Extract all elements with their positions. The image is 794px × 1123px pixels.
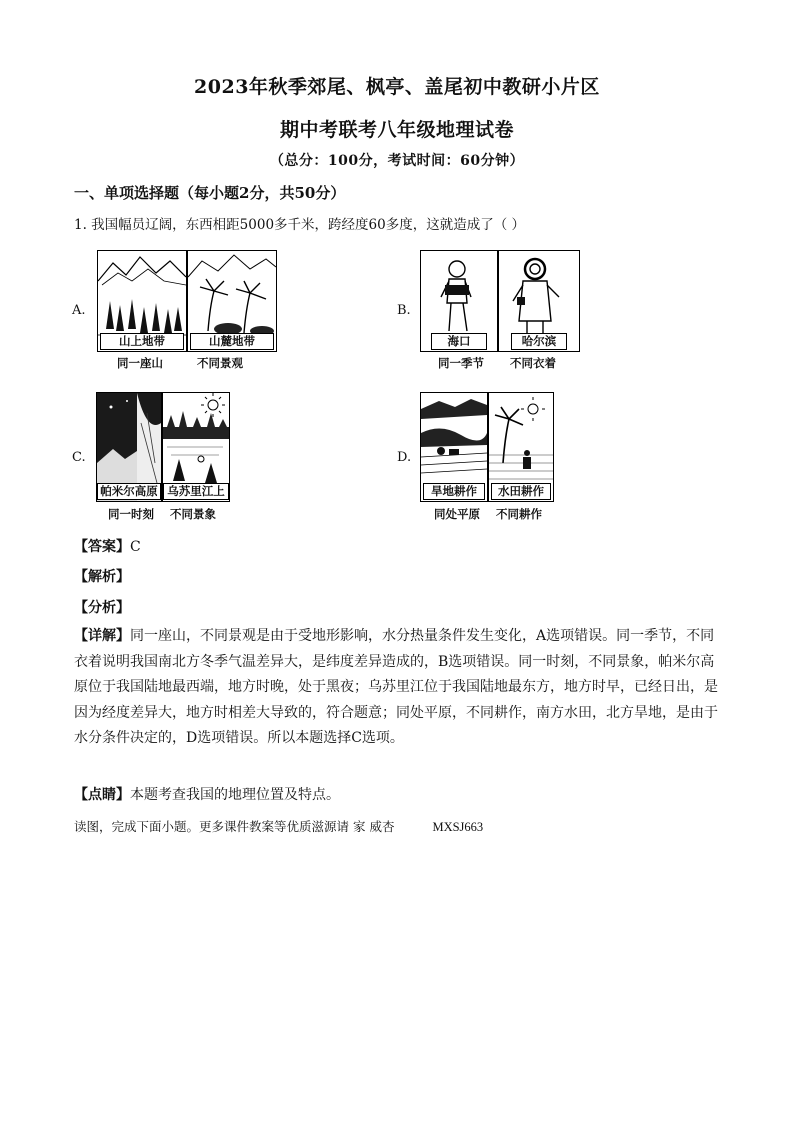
detail-paragraph — [74, 624, 722, 752]
option-a-label: A. — [72, 303, 86, 318]
answer-value: C — [130, 539, 141, 555]
option-c-right-caption: 乌苏里江上 — [163, 483, 229, 500]
detail-text: 同一座山，不同景观是由于受地形影响，水分热量条件发生变化，A选项错误。同一季节，不同衣着说明我国南北方冬季气温差异大，是纬度差异造成的，B选项错误。同一时刻，不同景象，帕米尔高原位于我国陆地最西端，地方时晚，处于黑夜；乌苏里江位于我国陆地最东方，地方时早，已经日出，是因为经度差异大，地方时相差大导致的，符合题意；同处平原，不同耕作，南方水田，北方旱地，是由于水分条件决定的，D选项错误。所以本题选择C选项。 — [74, 628, 718, 746]
option-c-figure — [96, 392, 230, 520]
footer-code: MXSJ663 — [432, 820, 484, 834]
option-c-sub-right: 不同景象 — [170, 507, 216, 521]
option-c-label: C. — [72, 450, 86, 465]
answer-line — [74, 536, 141, 556]
option-c-left-caption: 帕米尔高原 — [97, 483, 161, 500]
option-b-label: B. — [397, 303, 411, 318]
option-c-sub-left: 同一时刻 — [108, 507, 154, 521]
option-c-right-panel — [162, 392, 230, 502]
option-a-sub-left: 同一座山 — [117, 356, 163, 370]
option-d-label: D. — [397, 450, 412, 465]
option-a-right-caption: 山麓地带 — [190, 333, 274, 350]
option-d-right-panel — [488, 392, 554, 502]
option-b-right-panel — [498, 250, 580, 352]
option-d-right-caption: 水田耕作 — [491, 483, 551, 500]
comment-tag: 【点睛】 — [74, 787, 130, 803]
exam-title-line2: 期中考联考八年级地理试卷 — [279, 119, 514, 141]
fenxi-tag: 【分析】 — [74, 600, 130, 616]
answer-tag: 【答案】 — [74, 539, 130, 555]
comment-text: 本题考查我国的地理位置及特点。 — [130, 787, 340, 803]
option-d-left-caption: 旱地耕作 — [423, 483, 485, 500]
option-a-left-caption: 山上地带 — [100, 333, 184, 350]
section-heading: 一、单项选择题（每小题2分，共50分） — [74, 184, 346, 202]
option-b-right-caption: 哈尔滨 — [511, 333, 567, 350]
option-a-left-panel — [97, 250, 187, 352]
option-a-right-panel — [187, 250, 277, 352]
footer-line — [74, 817, 483, 835]
option-b-left-caption: 海口 — [431, 333, 487, 350]
option-a-figure — [97, 250, 277, 372]
detail-tag: 【详解】 — [74, 628, 130, 644]
footer-text: 读图，完成下面小题。更多课件教案等优质滋源请 家 威杏 — [74, 819, 395, 834]
option-b-left-panel — [420, 250, 498, 352]
option-d-sub-right: 不同耕作 — [496, 507, 542, 521]
option-d-left-panel — [420, 392, 488, 502]
exam-title-line1: 2023年秋季郊尾、枫亭、盖尾初中教研小片区 — [194, 76, 600, 98]
option-c-left-panel — [96, 392, 162, 502]
option-b-sub-right: 不同衣着 — [510, 356, 556, 370]
option-b-sub-left: 同一季节 — [438, 356, 484, 370]
option-d-figure — [420, 392, 554, 520]
option-d-sub-left: 同处平原 — [434, 507, 480, 521]
option-a-sub-right: 不同景观 — [197, 356, 243, 370]
comment-line — [74, 784, 340, 804]
analysis-tag: 【解析】 — [74, 569, 130, 585]
question-1-text: 1. 我国幅员辽阔，东西相距5000多千米，跨经度60多度，这就造成了（ ） — [74, 217, 525, 233]
option-b-figure — [420, 250, 580, 372]
exam-info-line: （总分：100分，考试时间：60分钟） — [269, 153, 525, 169]
